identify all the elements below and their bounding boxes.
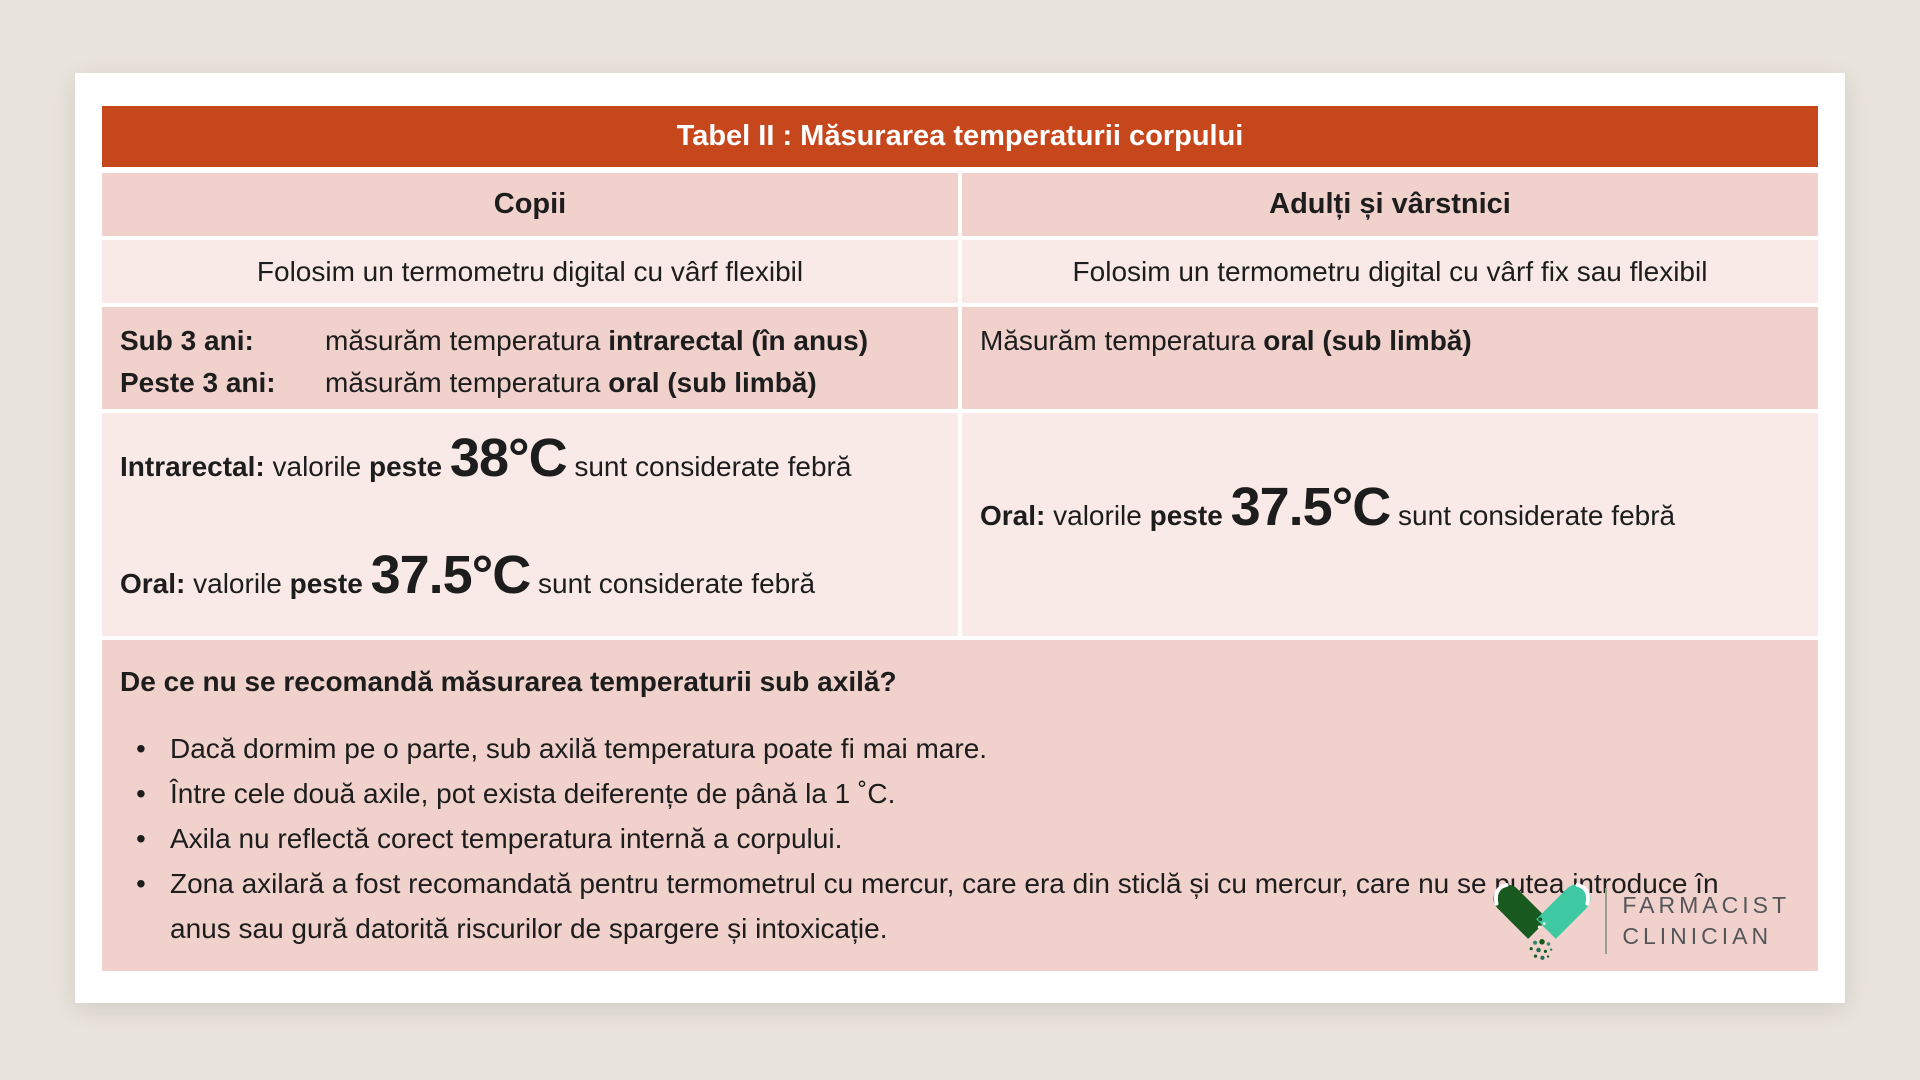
fever-label: Oral: [980,500,1046,531]
fever-tail: sunt considerate febră [530,568,816,599]
slide-card [75,73,1845,1003]
fever-temperature-value: 37.5°C [370,545,531,605]
fever-bold: peste [289,568,371,599]
fever-mid: valorile [1045,500,1150,531]
temperature-table [102,106,1818,971]
fever-tail: sunt considerate febră [1390,500,1676,531]
fever-tail: sunt considerate febră [566,451,852,482]
device-cell-adults [962,240,1818,303]
fever-mid: valorile [264,451,369,482]
column-header-children-label: Copii [493,188,567,220]
column-header-children [102,173,958,236]
column-header-adults-label: Adulți și vârstnici [1269,188,1511,220]
method-text: măsurăm temperatura [325,367,609,398]
fever-bold: peste [368,451,450,482]
method-bold: oral (sub limbă) [1263,325,1472,356]
fever-label: Oral: [120,568,186,599]
method-text: Măsurăm temperatura [980,325,1264,356]
logo-text-line1: FARMACIST [1622,892,1790,918]
device-text-children: Folosim un termometru digital cu vârf flexibil [256,255,804,287]
method-text: măsurăm temperatura [325,325,609,356]
method-age-label: Sub 3 ani: [120,325,254,356]
fever-label: Intrarectal: [120,451,265,482]
note-heading: De ce nu se recomandă măsurarea temperaturii sub axilă? [120,666,897,697]
logo-text [1605,888,1790,954]
device-cell-children [102,240,958,303]
table-grid [102,173,1818,636]
note-bullet: • Axila nu reflectă corect temperatura internă a corpului. [120,816,1768,861]
fever-temperature-value: 37.5°C [1230,477,1391,537]
method-line [325,320,936,362]
pharmacist-clinician-logo [1490,881,1790,961]
method-lines [120,320,936,404]
axilla-note-section [102,640,1818,971]
note-bullet: • Zona axilară a fost recomandată pentru termometrul cu mercur, care era din sticlă și cu mercur, care nu se putea introduce în anus sau gură datorită riscurilor de spargere și intoxicație. [120,861,1768,951]
method-cell-adults [962,307,1818,409]
fever-mid: valorile [185,568,290,599]
method-cell-children [102,307,958,409]
column-header-adults [962,173,1818,236]
method-bold: intrarectal (în anus) [608,325,869,356]
fever-temperature-value: 38°C [449,428,567,488]
capsule-logo-icon [1490,881,1594,961]
fever-line-intrarectal [120,427,936,498]
fever-line-oral-adults [980,476,1675,547]
fever-line-oral [120,544,936,615]
logo-text-line2: CLINICIAN [1622,923,1773,949]
method-age-label: Peste 3 ani: [120,367,276,398]
method-bold: oral (sub limbă) [608,367,817,398]
method-line [325,362,936,404]
note-bullet: • Între cele două axile, pot exista deiferențe de până la 1 ˚C. [120,771,1768,816]
note-bullet: • Dacă dormim pe o parte, sub axilă temperatura poate fi mai mare. [120,726,1768,771]
table-title: Tabel II : Măsurarea temperaturii corpului [676,120,1244,152]
device-text-adults: Folosim un termometru digital cu vârf fix sau flexibil [1072,255,1708,287]
table-title-bar [102,106,1818,167]
fever-cell-adults [962,413,1818,636]
fever-cell-children [102,413,958,636]
fever-bold: peste [1149,500,1231,531]
